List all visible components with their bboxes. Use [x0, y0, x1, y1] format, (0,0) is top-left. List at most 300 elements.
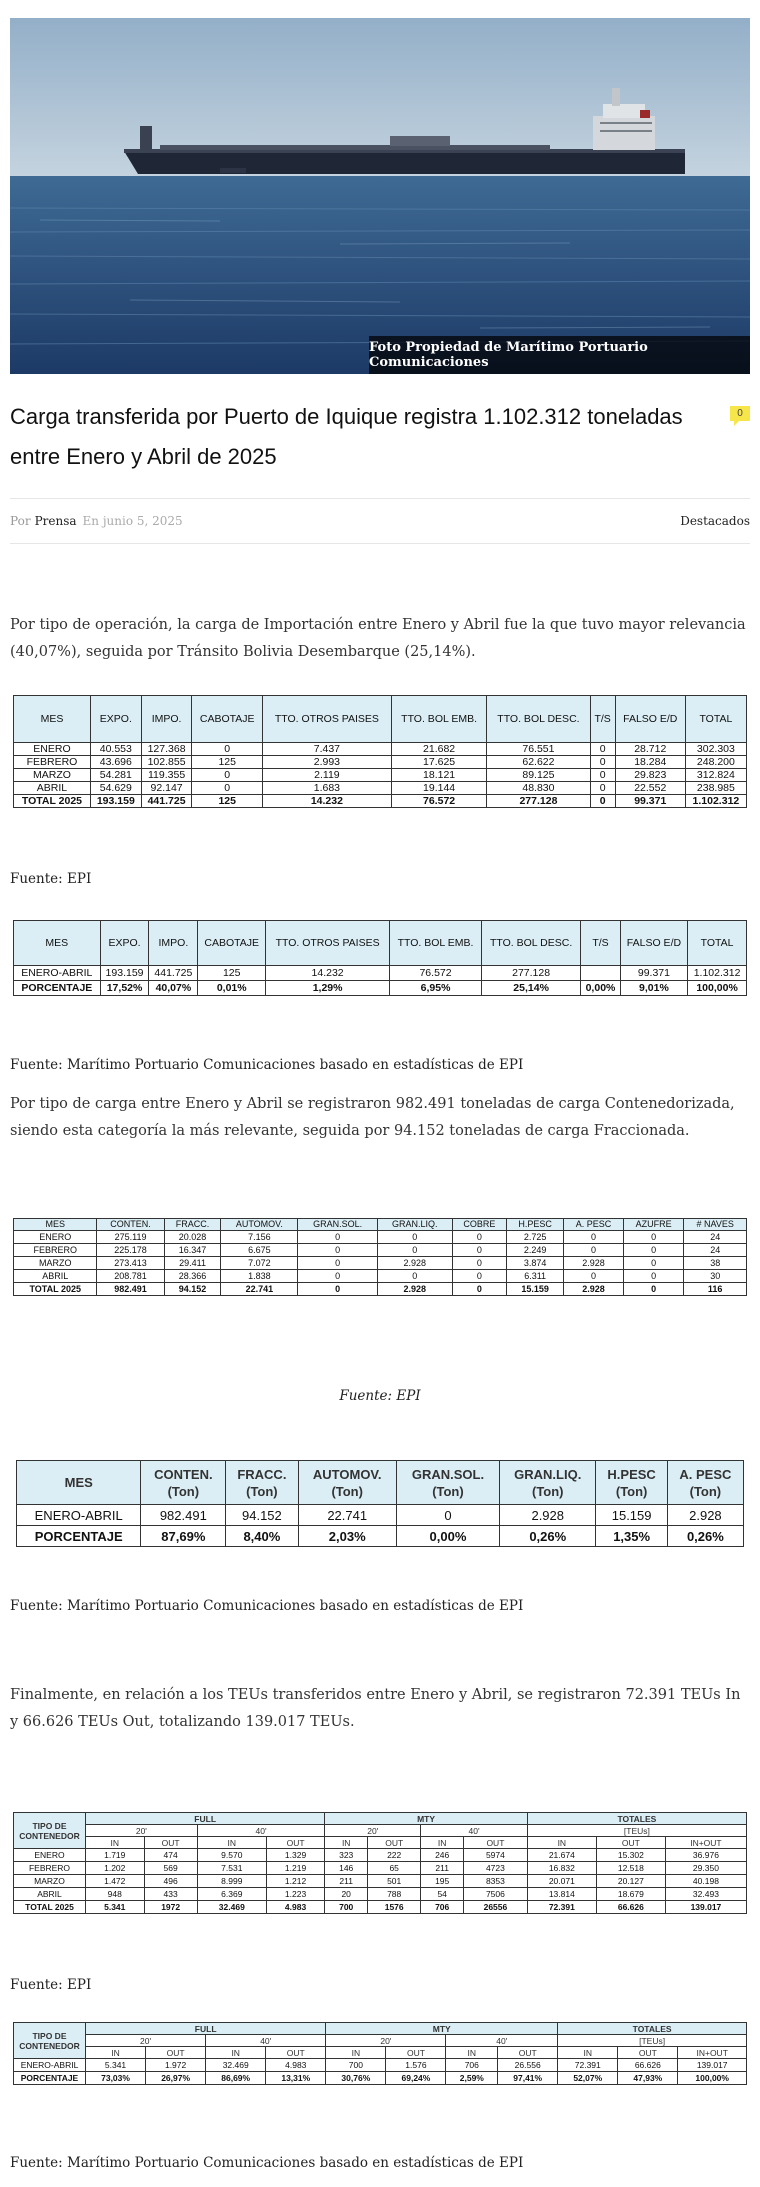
source-note: Fuente: Marítimo Portuario Comunicaciones basado en estadísticas de EPI	[10, 1598, 524, 1614]
row-label-cell: PORCENTAJE	[17, 1526, 141, 1547]
header-cell: CABOTAJE	[198, 921, 266, 966]
table-cell: 18.121	[391, 769, 487, 782]
table-cell: 1,29%	[266, 981, 390, 996]
table-row	[17, 1526, 744, 1547]
table-cell: 28.712	[615, 743, 685, 756]
header-cell: COBRE	[452, 1219, 507, 1231]
table-cell: 22.741	[221, 1283, 298, 1296]
table-cell: 1.972	[146, 2059, 206, 2072]
row-label-cell: ENERO	[14, 743, 91, 756]
table-cell: 21.682	[391, 743, 487, 756]
table-cell: 0	[377, 1231, 452, 1244]
table-cell: 94.152	[226, 1505, 298, 1526]
table-cell: 0	[452, 1257, 507, 1270]
comment-count-badge[interactable]: 0	[730, 406, 750, 421]
table-cell: 9,01%	[620, 981, 687, 996]
table-cell: 25,14%	[482, 981, 581, 996]
table-cell: 32.493	[665, 1888, 746, 1901]
header-cell: [TEUs]	[558, 2035, 747, 2047]
header-cell: GRAN.LIQ.	[377, 1219, 452, 1231]
table-cell: 119.355	[141, 769, 192, 782]
header-cell: MES	[14, 696, 91, 743]
table-cell: 0	[192, 769, 263, 782]
photo-caption: Foto Propiedad de Marítimo Portuario Comunicaciones	[369, 336, 750, 374]
header-cell: IMPO.	[141, 696, 192, 743]
source-note: Fuente: EPI	[10, 871, 92, 887]
table-cell: 22.552	[615, 782, 685, 795]
header-cell: TTO. OTROS PAISES	[262, 696, 391, 743]
category-link[interactable]: Destacados	[680, 514, 750, 528]
table-row	[14, 1849, 747, 1862]
table-cell: 127.368	[141, 743, 192, 756]
table-cell: 73,03%	[86, 2072, 146, 2085]
table-cell: 20.071	[527, 1875, 596, 1888]
table-cell: 0	[452, 1283, 507, 1296]
table-cell: 125	[192, 795, 263, 808]
row-label-cell: MARZO	[14, 1875, 86, 1888]
header-cell: FRACC. (Ton)	[226, 1461, 298, 1505]
row-label-cell: TOTAL 2025	[14, 1283, 97, 1296]
table-cell: 0	[452, 1270, 507, 1283]
table-cell: 0	[564, 1231, 624, 1244]
table-cell: 6.675	[221, 1244, 298, 1257]
table-cell: 1.719	[86, 1849, 145, 1862]
header-cell: OUT	[266, 1837, 325, 1849]
table-cell: 0	[298, 1270, 378, 1283]
article-meta	[10, 498, 750, 544]
table-cell: 0,00%	[581, 981, 621, 996]
table-cell: 18.679	[596, 1888, 665, 1901]
header-cell: OUT	[144, 1837, 197, 1849]
table-cell: 32.469	[197, 1901, 266, 1914]
header-cell: IN+OUT	[678, 2047, 747, 2059]
table-cell: 208.781	[97, 1270, 164, 1283]
header-cell: 40'	[446, 2035, 558, 2047]
cargo-type-summary-table	[16, 1460, 744, 1547]
table-cell: 116	[684, 1283, 747, 1296]
table-cell: 16.832	[527, 1862, 596, 1875]
table-cell: 125	[198, 966, 266, 981]
header-cell: GRAN.LIQ. (Ton)	[500, 1461, 596, 1505]
table-cell: 94.152	[164, 1283, 221, 1296]
header-cell: FULL	[86, 2023, 326, 2035]
header-cell: IN	[86, 2047, 146, 2059]
header-cell: H.PESC (Ton)	[596, 1461, 667, 1505]
table-row	[14, 1875, 747, 1888]
table-cell: 0	[623, 1270, 684, 1283]
table-cell: 0	[298, 1231, 378, 1244]
publish-date: En junio 5, 2025	[82, 514, 183, 528]
row-label-cell: ENERO-ABRIL	[17, 1505, 141, 1526]
table-cell: 139.017	[665, 1901, 746, 1914]
table-cell: 0	[623, 1244, 684, 1257]
table-cell: 54.281	[90, 769, 141, 782]
table-cell: 2.928	[500, 1505, 596, 1526]
header-cell: AUTOMOV. (Ton)	[298, 1461, 396, 1505]
table-row	[14, 2059, 747, 2072]
table-cell: 72.391	[558, 2059, 618, 2072]
table-cell: 100,00%	[678, 2072, 747, 2085]
table-cell: 4.983	[266, 1901, 325, 1914]
table-cell: 3.874	[507, 1257, 564, 1270]
table-cell: 1.102.312	[685, 795, 746, 808]
header-cell: FULL	[86, 1813, 325, 1825]
table-cell: 0,26%	[667, 1526, 743, 1547]
row-label-cell: FEBRERO	[14, 1862, 86, 1875]
table-row	[14, 966, 747, 981]
header-cell: IN	[421, 1837, 464, 1849]
table-cell: 0	[590, 795, 615, 808]
table-row	[14, 743, 747, 756]
operations-summary-table	[13, 920, 747, 996]
row-label-cell: ENERO	[14, 1849, 86, 1862]
table-cell: 139.017	[678, 2059, 747, 2072]
table-cell: 66.626	[618, 2059, 678, 2072]
header-cell: FRACC.	[164, 1219, 221, 1231]
header-cell: FALSO E/D	[620, 921, 687, 966]
table-cell: 29.411	[164, 1257, 221, 1270]
ship-photo	[10, 18, 750, 374]
header-cell: MES	[14, 1219, 97, 1231]
paragraph-2: Por tipo de carga entre Enero y Abril se registraron 982.491 toneladas de carga Contenedorizada, siendo esta categoría la más relevante, seguida por 94.152 toneladas de carga Fraccionada.	[10, 1096, 735, 1139]
table-cell: 26.556	[498, 2059, 558, 2072]
header-cell: IN+OUT	[665, 1837, 746, 1849]
header-cell: TTO. OTROS PAISES	[266, 921, 390, 966]
row-label-cell: MARZO	[14, 769, 91, 782]
table-cell: 0	[452, 1244, 507, 1257]
table-row	[14, 756, 747, 769]
table-row	[14, 1231, 747, 1244]
teu-table	[13, 1812, 747, 1914]
table-cell: 0,01%	[198, 981, 266, 996]
table-cell: 982.491	[97, 1283, 164, 1296]
header-cell: MTY	[325, 1813, 527, 1825]
row-label-cell: ABRIL	[14, 782, 91, 795]
table-cell: 700	[326, 2059, 386, 2072]
table-cell: 13.814	[527, 1888, 596, 1901]
table-cell: 100,00%	[688, 981, 747, 996]
header-cell: OUT	[266, 2047, 326, 2059]
table-cell: 1.576	[386, 2059, 446, 2072]
table-cell: 211	[421, 1862, 464, 1875]
table-cell: 1,35%	[596, 1526, 667, 1547]
table-cell: 323	[325, 1849, 368, 1862]
table-cell: 193.159	[100, 966, 149, 981]
table-cell: 12.518	[596, 1862, 665, 1875]
table-cell: 1.219	[266, 1862, 325, 1875]
header-cell: OUT	[498, 2047, 558, 2059]
table-cell: 7.437	[262, 743, 391, 756]
table-cell: 0	[298, 1244, 378, 1257]
table-cell: 7.072	[221, 1257, 298, 1270]
table-cell: 125	[192, 756, 263, 769]
table-cell: 21.674	[527, 1849, 596, 1862]
header-cell: 40'	[206, 2035, 326, 2047]
table-cell: 54	[421, 1888, 464, 1901]
table-cell: 0	[590, 782, 615, 795]
table-cell: 26556	[464, 1901, 528, 1914]
by-label: Por	[10, 514, 31, 528]
table-cell: 22.741	[298, 1505, 396, 1526]
table-cell: 28.366	[164, 1270, 221, 1283]
table-cell: 69,24%	[386, 2072, 446, 2085]
table-cell: 0,00%	[396, 1526, 499, 1547]
table-cell: 0	[192, 782, 263, 795]
source-note: Fuente: Marítimo Portuario Comunicaciones basado en estadísticas de EPI	[10, 2155, 524, 2171]
header-cell: OUT	[368, 1837, 421, 1849]
header-cell: TOTAL	[685, 696, 746, 743]
table-cell: 20.028	[164, 1231, 221, 1244]
table-cell: 24	[684, 1231, 747, 1244]
table-cell: 1.223	[266, 1888, 325, 1901]
header-cell: CABOTAJE	[192, 696, 263, 743]
table-cell: 20.127	[596, 1875, 665, 1888]
table-cell: 0	[564, 1270, 624, 1283]
table-cell: 15.302	[596, 1849, 665, 1862]
table-row	[14, 1862, 747, 1875]
table-cell: 40.198	[665, 1875, 746, 1888]
table-cell: 1.683	[262, 782, 391, 795]
row-label-cell: FEBRERO	[14, 1244, 97, 1257]
paragraph-3: Finalmente, en relación a los TEUs transferidos entre Enero y Abril, se registraron 72.391 TEUs In y 66.626 TEUs Out, totalizando 139.017 TEUs.	[10, 1687, 741, 1730]
table-row	[14, 1888, 747, 1901]
header-cell: TOTALES	[558, 2023, 747, 2035]
table-cell: 948	[86, 1888, 145, 1901]
header-cell: IMPO.	[149, 921, 198, 966]
table-cell: 102.855	[141, 756, 192, 769]
table-cell: 8353	[464, 1875, 528, 1888]
header-cell: TOTALES	[527, 1813, 746, 1825]
table-cell: 15.159	[596, 1505, 667, 1526]
table-cell: 65	[368, 1862, 421, 1875]
table-cell: 496	[144, 1875, 197, 1888]
header-cell: OUT	[596, 1837, 665, 1849]
table-row	[14, 1270, 747, 1283]
header-cell: TOTAL	[688, 921, 747, 966]
table-cell: 66.626	[596, 1901, 665, 1914]
table-cell: 87,69%	[141, 1526, 226, 1547]
table-cell: 43.696	[90, 756, 141, 769]
table-cell: 275.119	[97, 1231, 164, 1244]
table-cell: 15.159	[507, 1283, 564, 1296]
row-label-cell: ENERO	[14, 1231, 97, 1244]
table-cell: 14.232	[262, 795, 391, 808]
header-cell: MES	[14, 921, 101, 966]
table-cell: 30	[684, 1270, 747, 1283]
table-cell: 1.212	[266, 1875, 325, 1888]
header-cell: IN	[527, 1837, 596, 1849]
table-cell: 38	[684, 1257, 747, 1270]
table-cell: 76.551	[487, 743, 590, 756]
table-cell: 52,07%	[558, 2072, 618, 2085]
table-cell: 6.369	[197, 1888, 266, 1901]
header-cell: IN	[326, 2047, 386, 2059]
table-cell: 0	[377, 1244, 452, 1257]
table-cell: 706	[421, 1901, 464, 1914]
header-cell: T/S	[590, 696, 615, 743]
table-cell: 2,59%	[446, 2072, 498, 2085]
table-cell: 0	[590, 756, 615, 769]
row-label-cell: ABRIL	[14, 1270, 97, 1283]
header-cell: MTY	[326, 2023, 558, 2035]
table-cell: 1.102.312	[688, 966, 747, 981]
table-cell: 302.303	[685, 743, 746, 756]
table-cell: 1.838	[221, 1270, 298, 1283]
table-cell: 2.928	[564, 1283, 624, 1296]
table-cell: 312.824	[685, 769, 746, 782]
row-label-cell: ENERO-ABRIL	[14, 2059, 86, 2072]
table-cell: 0,26%	[500, 1526, 596, 1547]
table-cell: 0	[564, 1244, 624, 1257]
table-cell	[581, 966, 621, 981]
header-cell: IN	[558, 2047, 618, 2059]
table-cell: 6,95%	[390, 981, 482, 996]
table-cell: 700	[325, 1901, 368, 1914]
table-cell: 2.928	[667, 1505, 743, 1526]
header-cell: 20'	[86, 1825, 198, 1837]
table-cell: 238.985	[685, 782, 746, 795]
row-label-cell: PORCENTAJE	[14, 981, 101, 996]
table-cell: 433	[144, 1888, 197, 1901]
table-cell: 26,97%	[146, 2072, 206, 2085]
header-cell: 40'	[197, 1825, 325, 1837]
table-cell: 0	[377, 1270, 452, 1283]
table-cell: 24	[684, 1244, 747, 1257]
table-cell: 54.629	[90, 782, 141, 795]
table-cell: 17.625	[391, 756, 487, 769]
table-cell: 193.159	[90, 795, 141, 808]
table-cell: 569	[144, 1862, 197, 1875]
table-row	[14, 1283, 747, 1296]
table-cell: 76.572	[390, 966, 482, 981]
table-cell: 273.413	[97, 1257, 164, 1270]
row-label-cell: TOTAL 2025	[14, 1901, 86, 1914]
table-cell: 72.391	[527, 1901, 596, 1914]
table-cell: 2.119	[262, 769, 391, 782]
header-cell: TIPO DE CONTENEDOR	[14, 2023, 86, 2059]
table-cell: 2.725	[507, 1231, 564, 1244]
source-note: Fuente: EPI	[339, 1388, 421, 1404]
table-cell: 706	[446, 2059, 498, 2072]
operations-table	[13, 695, 747, 808]
table-cell: 0	[623, 1283, 684, 1296]
header-cell: T/S	[581, 921, 621, 966]
table-cell: 4.983	[266, 2059, 326, 2072]
table-cell: 13,31%	[266, 2072, 326, 2085]
table-cell: 20	[325, 1888, 368, 1901]
teu-summary-table	[13, 2022, 747, 2085]
author-link[interactable]: Prensa	[34, 514, 77, 528]
row-label-cell: PORCENTAJE	[14, 2072, 86, 2085]
table-cell: 62.622	[487, 756, 590, 769]
table-cell: 86,69%	[206, 2072, 266, 2085]
table-cell: 0	[623, 1231, 684, 1244]
header-cell: IN	[197, 1837, 266, 1849]
table-cell: 18.284	[615, 756, 685, 769]
header-cell: TTO. BOL EMB.	[390, 921, 482, 966]
table-cell: 277.128	[487, 795, 590, 808]
table-cell: 8.999	[197, 1875, 266, 1888]
table-row	[17, 1505, 744, 1526]
table-cell: 501	[368, 1875, 421, 1888]
paragraph-1: Por tipo de operación, la carga de Importación entre Enero y Abril fue la que tuvo mayor relevancia (40,07%), seguida por Tránsito Bolivia Desembarque (25,14%).	[10, 617, 746, 660]
table-cell: 16.347	[164, 1244, 221, 1257]
table-cell: 29.823	[615, 769, 685, 782]
table-cell: 7506	[464, 1888, 528, 1901]
table-row	[14, 1257, 747, 1270]
table-cell: 0	[192, 743, 263, 756]
table-cell: 441.725	[149, 966, 198, 981]
table-cell: 146	[325, 1862, 368, 1875]
table-cell: 2,03%	[298, 1526, 396, 1547]
table-row	[14, 1901, 747, 1914]
table-cell: 99.371	[620, 966, 687, 981]
header-cell: A. PESC	[564, 1219, 624, 1231]
table-cell: 0	[298, 1257, 378, 1270]
table-row	[14, 782, 747, 795]
row-label-cell: FEBRERO	[14, 756, 91, 769]
source-note: Fuente: Marítimo Portuario Comunicaciones basado en estadísticas de EPI	[10, 1057, 524, 1073]
table-cell: 0	[590, 743, 615, 756]
table-cell: 76.572	[391, 795, 487, 808]
table-cell: 0	[452, 1231, 507, 1244]
table-cell: 4723	[464, 1862, 528, 1875]
header-cell: IN	[206, 2047, 266, 2059]
header-cell: GRAN.SOL. (Ton)	[396, 1461, 499, 1505]
header-cell: OUT	[386, 2047, 446, 2059]
row-label-cell: ABRIL	[14, 1888, 86, 1901]
header-cell: IN	[325, 1837, 368, 1849]
header-cell: EXPO.	[100, 921, 149, 966]
header-cell: GRAN.SOL.	[298, 1219, 378, 1231]
header-cell: OUT	[464, 1837, 528, 1849]
table-cell: 6.311	[507, 1270, 564, 1283]
header-cell: MES	[17, 1461, 141, 1505]
table-cell: 1.329	[266, 1849, 325, 1862]
table-cell: 474	[144, 1849, 197, 1862]
table-row	[14, 2072, 747, 2085]
table-cell: 222	[368, 1849, 421, 1862]
header-cell: TTO. BOL DESC.	[482, 921, 581, 966]
table-cell: 29.350	[665, 1862, 746, 1875]
table-cell: 7.531	[197, 1862, 266, 1875]
table-cell: 0	[396, 1505, 499, 1526]
table-row	[14, 769, 747, 782]
header-cell: AZUFRE	[623, 1219, 684, 1231]
table-cell: 2.928	[377, 1257, 452, 1270]
table-cell: 5.341	[86, 2059, 146, 2072]
header-cell: FALSO E/D	[615, 696, 685, 743]
header-cell: 20'	[326, 2035, 446, 2047]
table-cell: 195	[421, 1875, 464, 1888]
table-row	[14, 1244, 747, 1257]
table-cell: 0	[623, 1257, 684, 1270]
table-cell: 17,52%	[100, 981, 149, 996]
table-row	[14, 795, 747, 808]
table-cell: 5974	[464, 1849, 528, 1862]
table-cell: 277.128	[482, 966, 581, 981]
header-cell: CONTEN.	[97, 1219, 164, 1231]
table-cell: 14.232	[266, 966, 390, 981]
table-cell: 441.725	[141, 795, 192, 808]
table-cell: 5.341	[86, 1901, 145, 1914]
header-cell: TTO. BOL EMB.	[391, 696, 487, 743]
header-cell: AUTOMOV.	[221, 1219, 298, 1231]
header-cell: TIPO DE CONTENEDOR	[14, 1813, 86, 1849]
table-cell: 48.830	[487, 782, 590, 795]
cargo-type-table	[13, 1218, 747, 1296]
header-cell: [TEUs]	[527, 1825, 746, 1837]
